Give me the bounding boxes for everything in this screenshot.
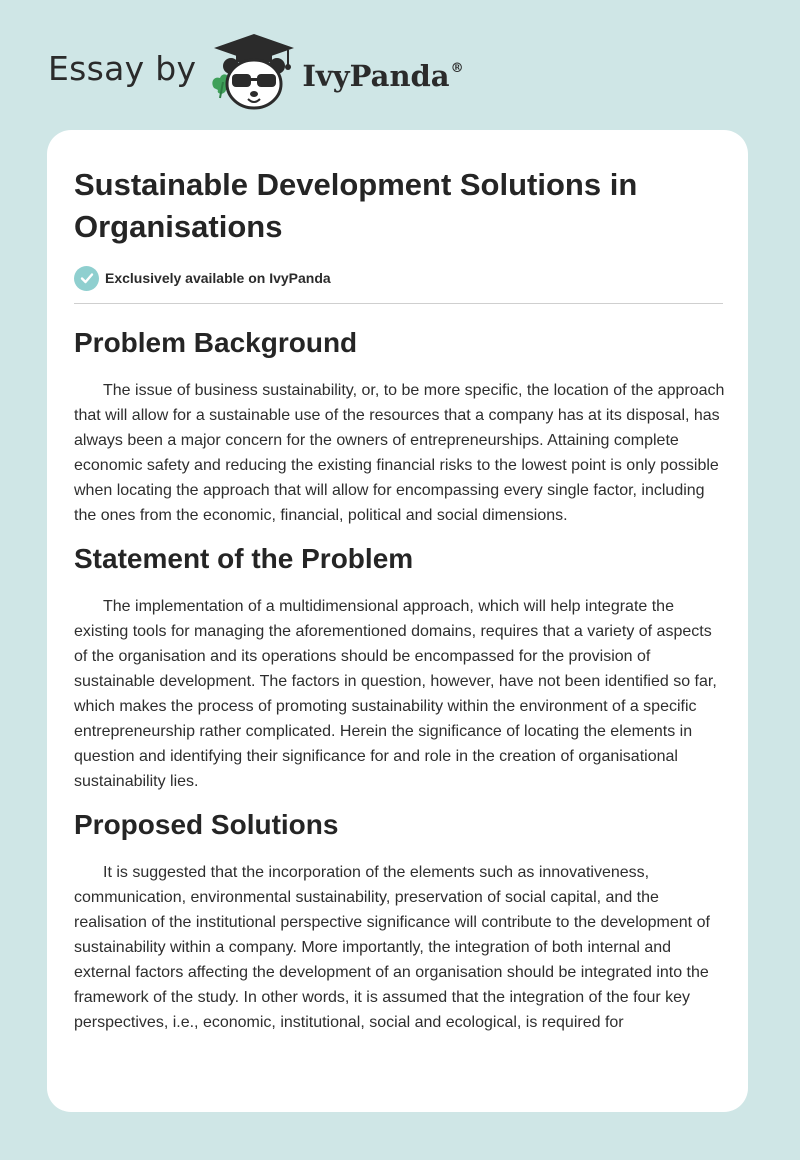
section-heading: Statement of the Problem: [74, 543, 414, 574]
exclusive-badge: [74, 265, 722, 291]
section-paragraph: The issue of business sustainability, or, to be more specific, the location of the approach that will allow for a sustainable use of the resources that a company has at its disposal, has always been a major concern for the owners of entrepreneurships. Attaining complete economic safety and reducing the existing financial risks to the lowest point is only possible when locating the approach that will allow for encompassing every single factor, including the ones from the economic, financial, political and social dimensions.: [74, 382, 725, 524]
brand-name: IvyPanda®: [302, 59, 464, 93]
section-heading: Problem Background: [74, 327, 358, 358]
check-icon: [74, 266, 99, 291]
brand-prefix: Essay by: [48, 48, 197, 88]
section-paragraph: The implementation of a multidimensional approach, which will help integrate the existing tools for managing the aforementioned domains, requires that a variety of aspects of the organisation and its operations should be encompassed for the provision of sustainable development. The factors in question, however, have not been identified so far, which makes the process of promoting sustainability within the environment of a specific entrepreneurship rather complicated. Herein the significance of locating the elements in question and identifying their significance for and role in the creation of organisational sustainability lies.: [74, 598, 717, 790]
section-paragraph: It is suggested that the incorporation of the elements such as innovativeness, communication, environmental sustainability, preservation of social capital, and the realisation of the institutional perspective significance will contribute to the development of sustainability within a company. More importantly, the integration of both internal and external factors affecting the development of an organisation should be integrated into the framework of the study. In other words, it is assumed that the integration of the four key perspectives, i.e., economic, institutional, social and ecological, is required for: [74, 864, 710, 1031]
essay-title: Sustainable Development Solutions in Organisations: [74, 167, 638, 244]
divider: [74, 303, 723, 304]
panda-logo-icon: [208, 32, 300, 112]
section-heading: Proposed Solutions: [74, 809, 339, 840]
brand-header: [48, 34, 464, 114]
badge-text: Exclusively available on IvyPanda: [105, 270, 331, 286]
essay-card: [47, 130, 748, 1112]
